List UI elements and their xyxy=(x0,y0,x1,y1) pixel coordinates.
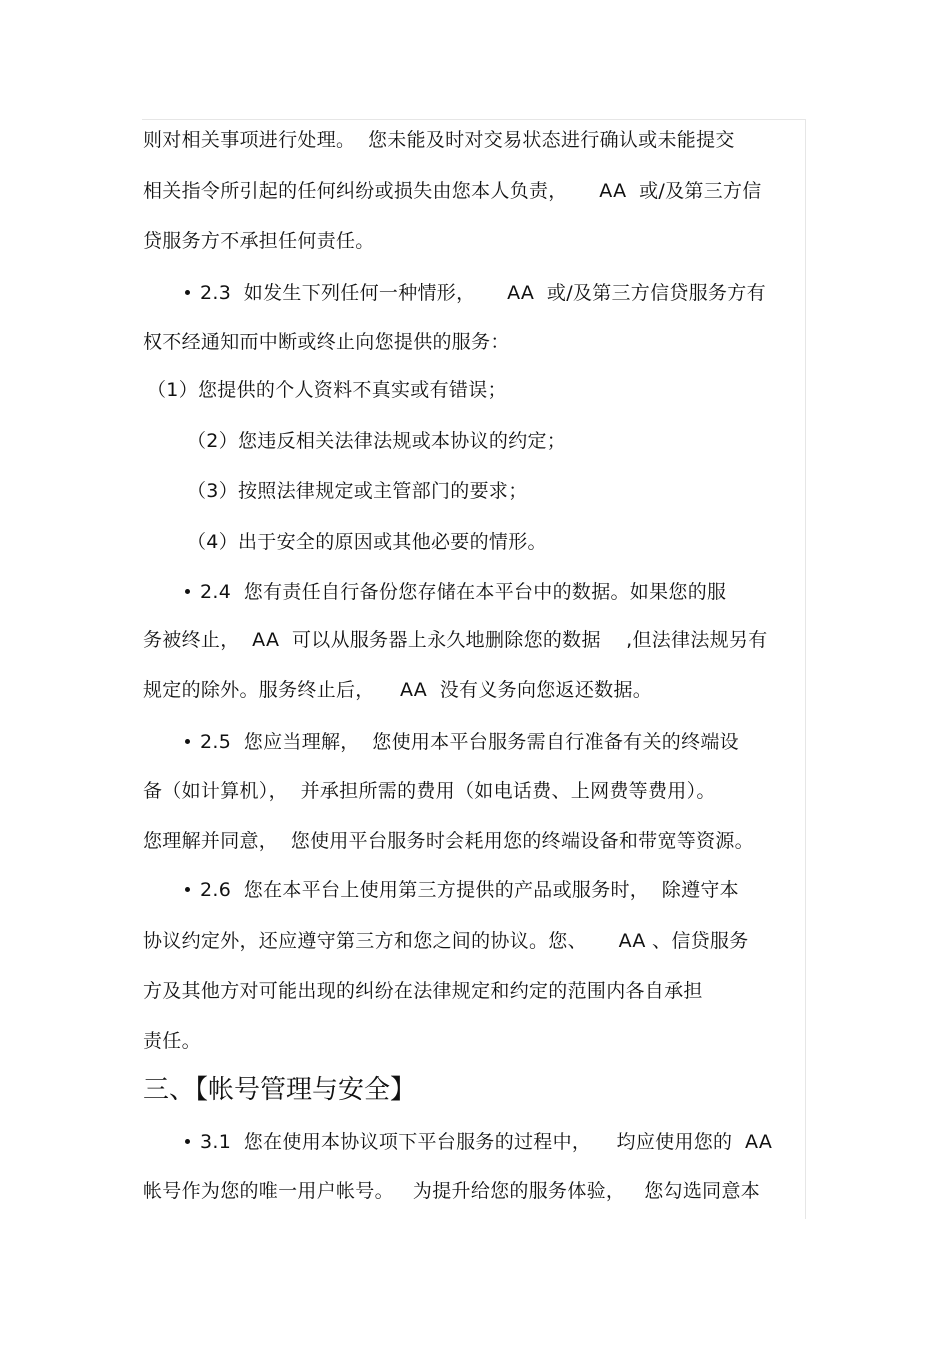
paragraph-line: 2.4 您有责任自行备份您存储在本平台中的数据。如果您的服 xyxy=(200,581,727,603)
list-item-2-3 xyxy=(185,281,766,305)
paragraph-line: 备（如计算机）， 并承担所需的费用（如电话费、上网费等费用）。 xyxy=(143,780,716,802)
paragraph-line: 则对相关事项进行处理。 您未能及时对交易状态进行确认或未能提交 xyxy=(143,129,735,151)
sub-item-1: （1）您提供的个人资料不真实或有错误； xyxy=(147,379,507,401)
paragraph-line: 务被终止， AA 可以从服务器上永久地删除您的数据 ,但法律法规另有 xyxy=(143,629,768,651)
paragraph-line: 3.1 您在使用本协议项下平台服务的过程中， 均应使用您的 AA xyxy=(200,1131,773,1153)
paragraph-line: 2.3 如发生下列任何一种情形， AA 或/及第三方信贷服务方有 xyxy=(200,282,766,304)
paragraph-line: 2.5 您应当理解， 您使用本平台服务需自行准备有关的终端设 xyxy=(200,731,739,753)
paragraph-line: 规定的除外。服务终止后， AA 没有义务向您返还数据。 xyxy=(143,679,653,701)
paragraph-line: 权不经通知而中断或终止向您提供的服务： xyxy=(143,331,510,353)
bullet-icon xyxy=(185,589,190,594)
paragraph-line: 2.6 您在本平台上使用第三方提供的产品或服务时， 除遵守本 xyxy=(200,879,739,901)
sub-item-4: （4）出于安全的原因或其他必要的情形。 xyxy=(187,531,547,553)
list-item-2-4 xyxy=(185,580,726,604)
list-item-2-5 xyxy=(185,730,739,754)
sub-item-3: （3）按照法律规定或主管部门的要求； xyxy=(187,480,528,502)
paragraph-line: 帐号作为您的唯一用户帐号。 为提升给您的服务体验， 您勾选同意本 xyxy=(143,1180,761,1202)
paragraph-line: 协议约定外，还应遵守第三方和您之间的协议。您、 AA 、信贷服务 xyxy=(143,930,749,952)
bullet-icon xyxy=(185,290,190,295)
paragraph-line: 方及其他方对可能出现的纠纷在法律规定和约定的范围内各自承担 xyxy=(143,980,703,1002)
section-heading: 三、【帐号管理与安全】 xyxy=(143,1075,417,1105)
sub-item-2: （2）您违反相关法律法规或本协议的约定； xyxy=(187,430,567,452)
paragraph-line: 相关指令所引起的任何纠纷或损失由您本人负责， AA 或/及第三方信 xyxy=(143,180,762,202)
paragraph-line: 您理解并同意， 您使用平台服务时会耗用您的终端设备和带宽等资源。 xyxy=(143,830,754,852)
paragraph-line: 贷服务方不承担任何责任。 xyxy=(143,230,375,252)
bullet-icon xyxy=(185,1139,190,1144)
bullet-icon xyxy=(185,739,190,744)
bullet-icon xyxy=(185,887,190,892)
list-item-2-6 xyxy=(185,878,739,902)
list-item-3-1 xyxy=(185,1130,772,1154)
paragraph-line: 责任。 xyxy=(143,1030,201,1052)
